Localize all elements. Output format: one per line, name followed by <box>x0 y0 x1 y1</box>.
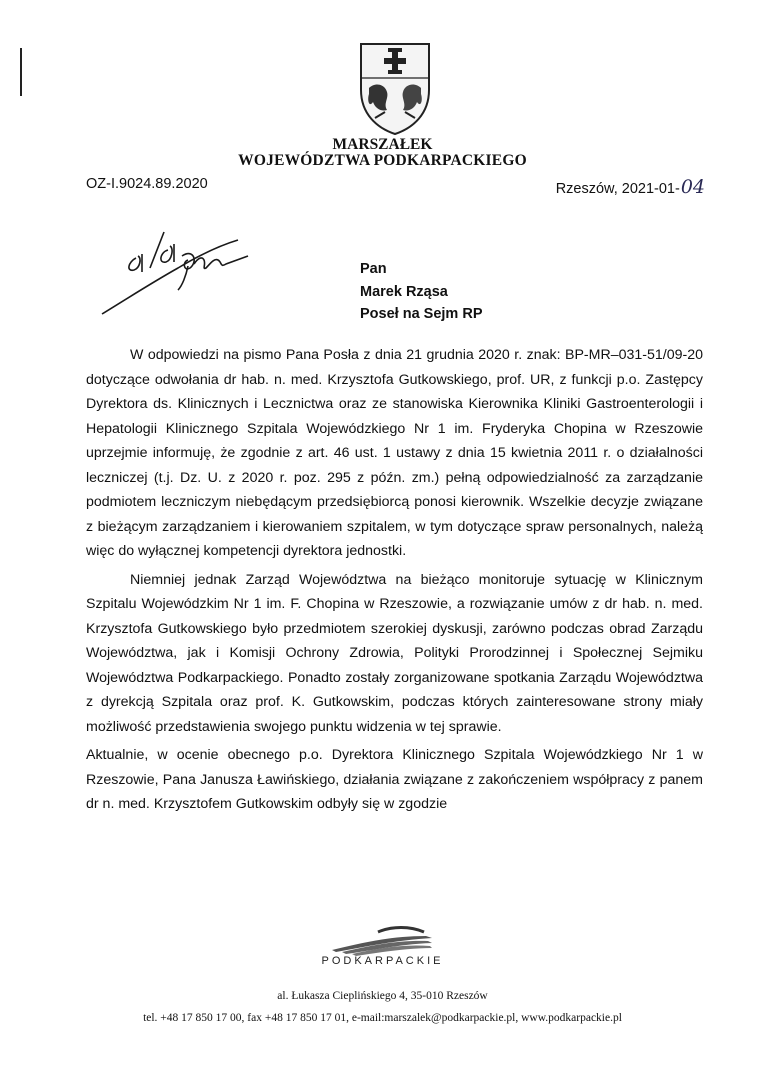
recipient-salutation: Pan <box>360 261 387 277</box>
header-title-line1: MARSZAŁEK <box>332 136 433 153</box>
recipient-name: Marek Rząsa <box>360 283 448 300</box>
body-paragraph-3: Aktualnie, w ocenie obecnego p.o. Dyrektora Klinicznego Szpitala Wojewódzkiego Nr 1 w Rzeszowie, Pana Janusza Ławińskiego, działania związane z zakończeniem współpracy z panem dr n. med. Krzysztofem Gutkowskim odbyły się w zgodzie <box>86 747 703 812</box>
voivodeship-crest-icon <box>355 38 435 138</box>
letter-body <box>86 343 703 821</box>
reference-number: OZ-I.9024.89.2020 <box>86 176 208 192</box>
footer-brand: PODKARPACKIE <box>321 955 444 967</box>
footer-address: al. Łukasza Cieplińskiego 4, 35-010 Rzeszów <box>277 990 488 1002</box>
header-title-line2: WOJEWÓDZTWA PODKARPACKIEGO <box>238 152 527 169</box>
footer-contact: tel. +48 17 850 17 00, fax +48 17 850 17 01, e-mail:marszalek@podkarpackie.pl, www.podkarpackie.pl <box>143 1012 622 1024</box>
margin-mark <box>20 48 22 96</box>
recipient-block <box>360 258 483 326</box>
letter-date <box>556 176 705 198</box>
date-printed: Rzeszów, 2021-01- <box>555 181 680 197</box>
recipient-role: Poseł na Sejm RP <box>360 306 483 322</box>
body-paragraph-1: W odpowiedzi na pismo Pana Posła z dnia 21 grudnia 2020 r. znak: BP-MR–031-51/09-20 dotyczące odwołania dr hab. n. med. Krzysztofa Gutkowskiego, prof. UR, z funkcji p.o. Zastępcy Dyrektora ds. Klinicznych i Lecznictwa oraz ze stanowiska Kierownika Kliniki Gastroenterologii i Hepatologii Klinicznego Szpitala Wojewódzkiego Nr 1 im. Fryderyka Chopina w Rzeszowie uprzejmie informuję, że zgodnie z art. 46 ust. 1 ustawy z dnia 15 kwietnia 2011 r. o działalności leczniczej (t.j. Dz. U. z 2020 r. poz. 295 z późn. zm.) pełną odpowiedzialność za zarządzanie podmiotem leczniczym niebędącym przedsiębiorcą ponosi kierownik. Wszelkie decyzje związane z bieżącym zarządzaniem i kierowaniem szpitalem, w tym dotyczące spraw personalnych, należą więc do wyłącznej kompetencji dyrektora jednostki. <box>86 347 703 559</box>
date-handwritten: 04 <box>680 176 705 198</box>
handwritten-signature <box>98 218 268 318</box>
body-paragraph-2: Niemniej jednak Zarząd Województwa na bieżąco monitoruje sytuację w Klinicznym Szpitalu Wojewódzkim Nr 1 im. F. Chopina w Rzeszowie, a rozwiązanie umów z dr hab. n. med. Krzysztofa Gutkowskiego było przedmiotem szerokiej dyskusji, zarówno podczas obrad Zarządu Województwa, jak i Komisji Ochrony Zdrowia, Polityki Prorodzinnej i Społecznej Sejmiku Województwa Podkarpackiego. Ponadto zostały zorganizowane spotkania Zarządu Województwa z dyrekcją Szpitala oraz prof. K. Gutkowskim, podczas których zainteresowane strony miały możliwość przedstawienia swojego punktu widzenia w tej sprawie. <box>86 571 703 735</box>
